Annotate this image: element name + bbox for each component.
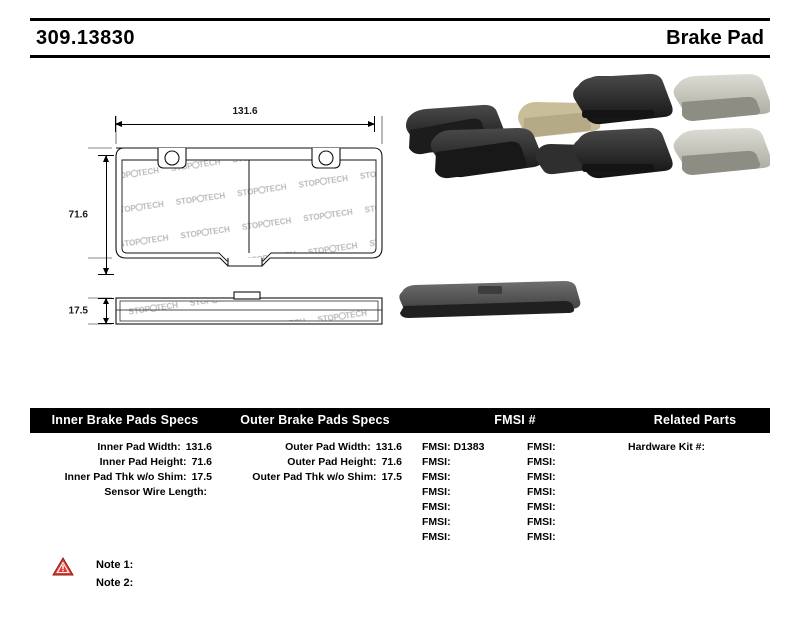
spec-label: Outer Pad Width: xyxy=(285,441,371,453)
table-outer-specs-header: Outer Brake Pads Specs xyxy=(220,408,410,433)
table-row xyxy=(220,456,410,471)
table-outer-specs-body xyxy=(220,433,410,486)
table-row xyxy=(30,456,220,471)
spec-tables xyxy=(30,408,770,543)
table-row xyxy=(30,486,220,501)
pad-edge-view xyxy=(116,292,382,324)
table-row xyxy=(220,441,410,456)
spec-value xyxy=(207,486,212,498)
note-2-label: Note 2: xyxy=(96,577,134,589)
table-outer-specs xyxy=(220,408,410,486)
fmsi-entry: FMSI: D1383 xyxy=(422,441,485,453)
table-related-parts xyxy=(620,408,770,453)
table-row xyxy=(30,441,220,456)
spec-label: Sensor Wire Length: xyxy=(104,486,207,498)
fmsi-entry: FMSI: xyxy=(422,486,451,498)
fmsi-entry: FMSI: xyxy=(527,501,556,513)
table-row xyxy=(30,471,220,486)
pad-photo-grid xyxy=(573,74,770,178)
fmsi-entry: FMSI: xyxy=(422,516,451,528)
table-row xyxy=(220,471,410,486)
spec-value: 17.5 xyxy=(191,471,212,483)
spec-value: 131.6 xyxy=(185,441,212,453)
fmsi-entry: FMSI: xyxy=(422,471,451,483)
spec-value: 71.6 xyxy=(381,456,402,468)
fmsi-entry: FMSI: xyxy=(422,501,451,513)
notes-section xyxy=(52,556,352,592)
table-inner-specs-body xyxy=(30,433,220,501)
spec-value: 17.5 xyxy=(381,471,402,483)
spec-value: 71.6 xyxy=(191,456,212,468)
fmsi-column-right xyxy=(515,441,620,546)
dimension-thickness-label: 17.5 xyxy=(68,305,88,317)
technical-drawing-area xyxy=(30,70,770,380)
note-1-label: Note 1: xyxy=(96,559,134,571)
spec-label: Inner Pad Height: xyxy=(99,456,187,468)
spec-label: Inner Pad Width: xyxy=(97,441,181,453)
table-fmsi-header: FMSI # xyxy=(410,408,620,433)
fmsi-entry: FMSI: xyxy=(422,531,451,543)
table-related-parts-body xyxy=(620,433,770,453)
part-number: 309.13830 xyxy=(36,26,136,49)
table-fmsi-body xyxy=(410,433,620,546)
fmsi-entry: FMSI: xyxy=(422,456,451,468)
warning-icon xyxy=(52,557,74,576)
table-fmsi xyxy=(410,408,620,546)
fmsi-entry: FMSI: xyxy=(527,531,556,543)
dimension-height-label: 71.6 xyxy=(68,209,88,221)
drawing-svg xyxy=(30,70,770,380)
spec-value: 131.6 xyxy=(375,441,402,453)
spec-label: Outer Pad Height: xyxy=(287,456,377,468)
note-row xyxy=(52,574,352,592)
fmsi-entry: FMSI: xyxy=(527,441,556,453)
fmsi-entry: FMSI: xyxy=(527,456,556,468)
table-related-parts-header: Related Parts xyxy=(620,408,770,433)
fmsi-entry: FMSI: xyxy=(527,516,556,528)
fmsi-entry: FMSI: xyxy=(527,486,556,498)
pad-photo-edge xyxy=(399,281,580,318)
page-header xyxy=(30,18,770,58)
note-row xyxy=(52,556,352,574)
table-inner-specs-header: Inner Brake Pads Specs xyxy=(30,408,220,433)
fmsi-entry: FMSI: xyxy=(527,471,556,483)
page-title: Brake Pad xyxy=(666,26,764,49)
spec-label: Outer Pad Thk w/o Shim: xyxy=(252,471,377,483)
fmsi-column-left xyxy=(410,441,515,546)
table-inner-specs xyxy=(30,408,220,501)
related-part-entry: Hardware Kit #: xyxy=(628,441,706,453)
spec-label: Inner Pad Thk w/o Shim: xyxy=(64,471,187,483)
dimension-width-label: 131.6 xyxy=(228,106,261,117)
pad-front-view xyxy=(116,148,382,266)
